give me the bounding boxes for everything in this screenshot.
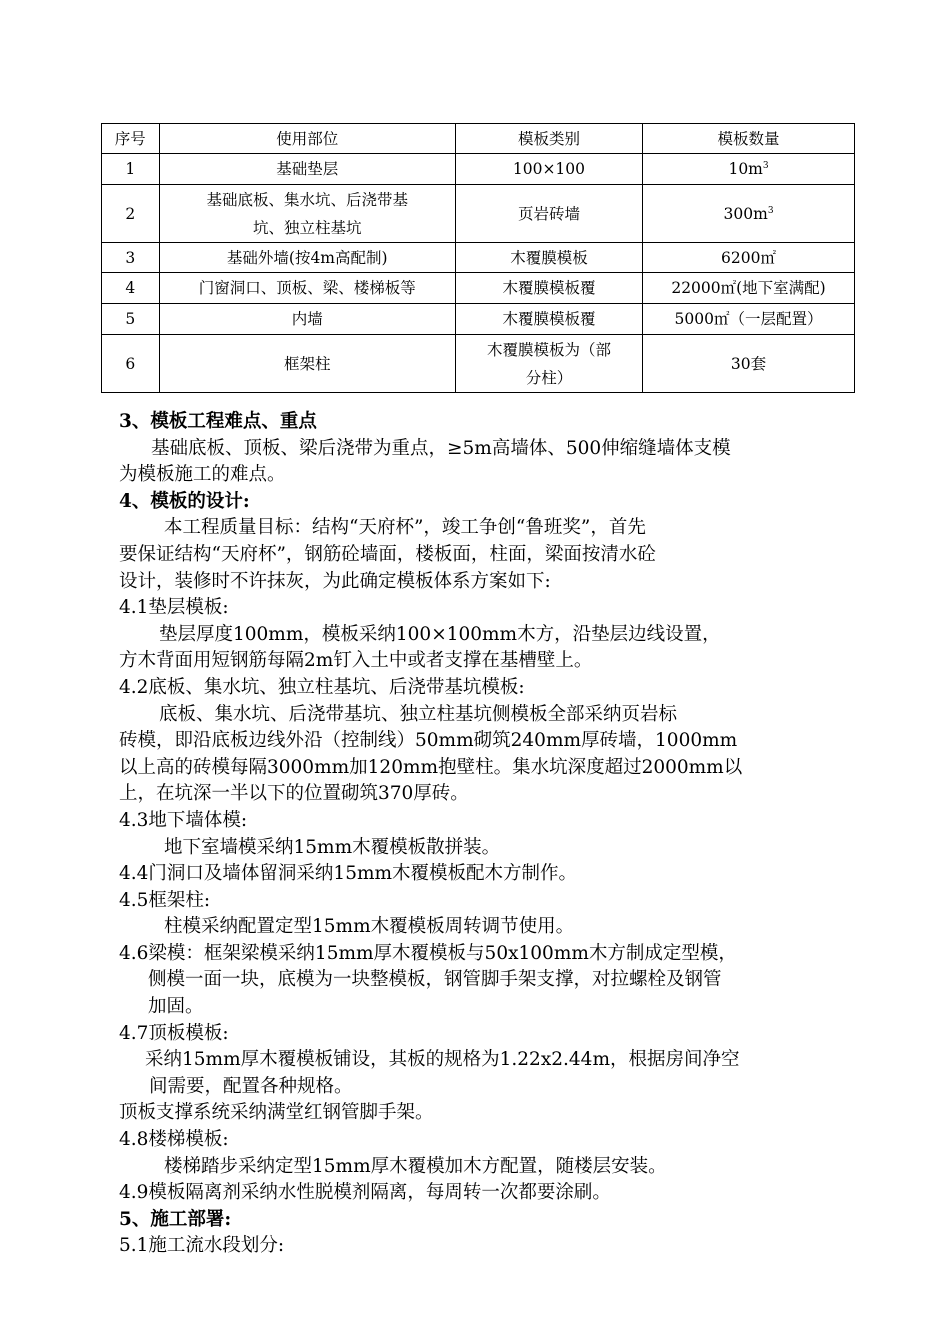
formwork-quantity: 30套	[643, 335, 855, 393]
formwork-type: 页岩砖墙	[455, 185, 642, 243]
text-line: 顶板支撑系统采纳满堂红钢管脚手架。	[119, 1102, 434, 1124]
header-cell: 模板类别	[455, 124, 642, 154]
text-line: 柱模采纳配置定型15mm木覆模板周转调节使用。	[164, 916, 575, 938]
text-line: 要保证结构“天府杯”，钢筋砼墙面，楼板面，柱面，梁面按清水砼	[119, 543, 656, 565]
table-row	[102, 243, 855, 273]
formwork-type: 木覆膜模板为（部 分柱）	[455, 335, 642, 393]
body-text	[119, 409, 859, 1260]
table-row	[102, 185, 855, 243]
row-number: 6	[102, 335, 160, 393]
usage-location: 内墙	[159, 304, 455, 335]
table-header-row	[102, 124, 855, 154]
text-line: 4.5框架柱:	[119, 889, 211, 911]
text-line: 4.9模板隔离剂采纳水性脱模剂隔离，每周转一次都要涂刷。	[119, 1182, 611, 1204]
text-line: 本工程质量目标：结构“天府杯”，竣工争创“鲁班奖”，首先	[164, 517, 646, 539]
text-line: 侧模一面一块，底模为一块整模板，钢管脚手架支撑，对拉螺栓及钢管	[148, 969, 722, 991]
table-row	[102, 304, 855, 335]
formwork-quantity: 6200㎡	[643, 243, 855, 273]
text-line: 加固。	[148, 996, 204, 1018]
formwork-quantity: $300m^3$	[643, 185, 855, 243]
usage-location: 基础垫层	[159, 154, 455, 185]
text-line: 底板、集水坑、后浇带基坑、独立柱基坑侧模板全部采纳页岩标	[159, 703, 678, 725]
text-line: 方木背面用短钢筋每隔2m钉入土中或者支撑在基槽壁上。	[119, 650, 593, 672]
formwork-quantity: 22000㎡(地下室满配)	[643, 273, 855, 304]
header-cell: 模板数量	[643, 124, 855, 154]
text-line: 4.8楼梯模板:	[119, 1129, 229, 1151]
text-line: 基础底板、顶板、梁后浇带为重点，≥5m高墙体、500伸缩缝墙体支模	[151, 437, 731, 459]
formwork-type: 木覆膜模板覆	[455, 304, 642, 335]
text-line: 上，在坑深一半以下的位置砌筑370厚砖。	[119, 783, 469, 805]
text-line: 为模板施工的难点。	[119, 464, 286, 486]
text-line: 以上高的砖模每隔3000mm加120mm抱壁柱。集水坑深度超过2000mm以	[119, 756, 743, 778]
header-cell: 使用部位	[159, 124, 455, 154]
text-line: 采纳15mm厚木覆模板铺设，其板的规格为1.22x2.44m，根据房间净空	[145, 1049, 740, 1071]
header-cell: 序号	[102, 124, 160, 154]
usage-location: 基础底板、集水坑、后浇带基 坑、独立柱基坑	[159, 185, 455, 243]
table-row	[102, 154, 855, 185]
text-line: 垫层厚度100mm，模板采纳100×100mm木方，沿垫层边线设置，	[159, 623, 721, 645]
usage-location: 门窗洞口、顶板、梁、楼梯板等	[159, 273, 455, 304]
text-line: 4.4门洞口及墙体留洞采纳15mm木覆模板配木方制作。	[119, 863, 578, 885]
row-number: 4	[102, 273, 160, 304]
text-line: 楼梯踏步采纳定型15mm厚木覆模加木方配置，随楼层安装。	[164, 1155, 667, 1177]
row-number: 5	[102, 304, 160, 335]
text-line: 4.6梁模：框架梁模采纳15mm厚木覆模板与50x100mm木方制成定型模，	[119, 942, 737, 964]
text-line: 砖模，即沿底板边线外沿（控制线）50mm砌筑240mm厚砖墙，1000mm	[119, 730, 738, 752]
text-line: 设计，装修时不许抹灰，为此确定模板体系方案如下:	[119, 570, 551, 592]
row-number: 1	[102, 154, 160, 185]
section-heading: 5、施工部署:	[119, 1208, 232, 1230]
text-line: 4.3地下墙体模:	[119, 809, 248, 831]
formwork-type: 木覆膜模板覆	[455, 273, 642, 304]
text-line: 4.2底板、集水坑、独立柱基坑、后浇带基坑模板:	[119, 676, 525, 698]
row-number: 2	[102, 185, 160, 243]
text-line: 4.7顶板模板:	[119, 1022, 229, 1044]
usage-location: 框架柱	[159, 335, 455, 393]
section-heading: 3、模板工程难点、重点	[119, 411, 317, 432]
text-line: 5.1施工流水段划分:	[119, 1235, 285, 1257]
table-row	[102, 335, 855, 393]
table-row	[102, 273, 855, 304]
usage-location: 基础外墙(按4m高配制)	[159, 243, 455, 273]
formwork-quantity: $10m^3$	[643, 154, 855, 185]
text-line: 间需要，配置各种规格。	[149, 1075, 353, 1097]
text-line: 地下室墙模采纳15mm木覆模板散拼装。	[164, 836, 501, 858]
text-line: 4.1垫层模板:	[119, 597, 229, 619]
row-number: 3	[102, 243, 160, 273]
formwork-table	[101, 123, 855, 393]
formwork-type: 100×100	[455, 154, 642, 185]
formwork-quantity: 5000㎡（一层配置）	[643, 304, 855, 335]
formwork-type: 木覆膜模板	[455, 243, 642, 273]
section-heading: 4、模板的设计:	[119, 490, 250, 512]
